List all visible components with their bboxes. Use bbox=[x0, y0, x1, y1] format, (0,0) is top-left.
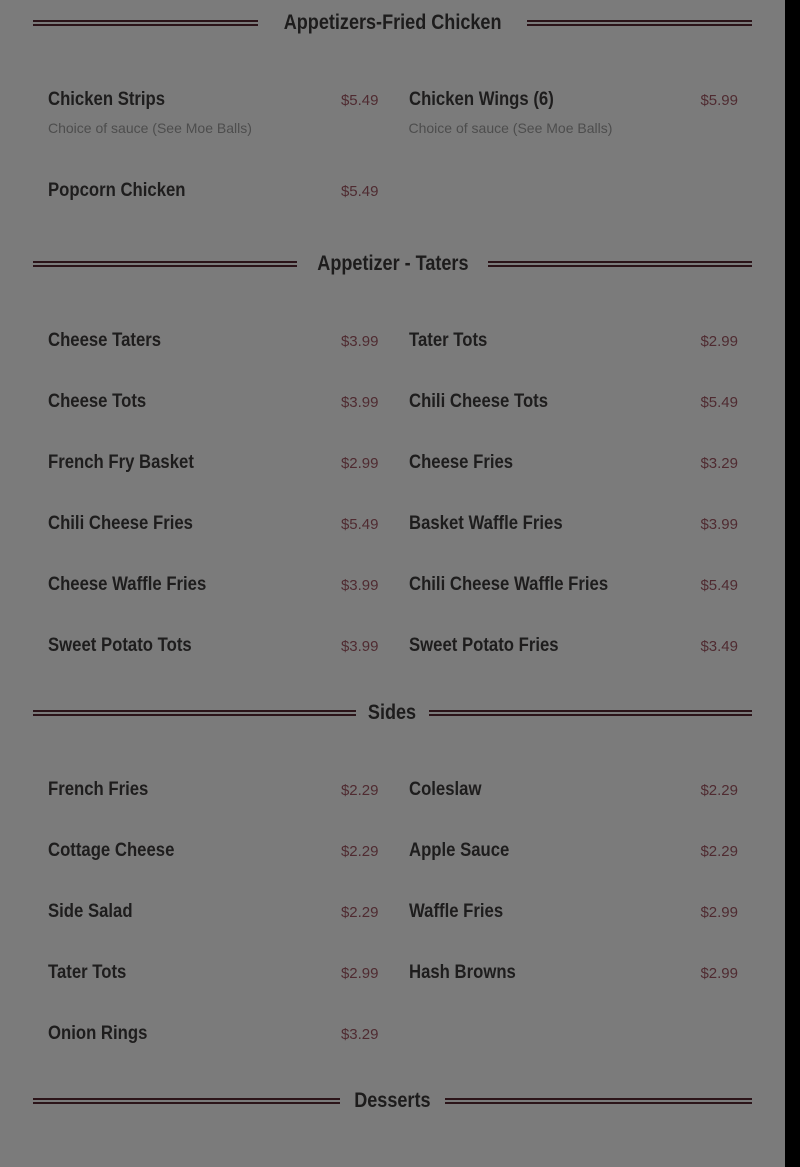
menu-item-line bbox=[48, 175, 379, 207]
item-price: $5.99 bbox=[700, 91, 738, 109]
item-price: $5.49 bbox=[340, 182, 379, 200]
item-name: Cottage Cheese bbox=[48, 840, 175, 861]
menu-item bbox=[0, 84, 393, 140]
menu-item bbox=[393, 896, 786, 928]
section-title: Appetizer - Taters bbox=[316, 252, 469, 275]
menu-item bbox=[393, 569, 786, 601]
menu-item-line bbox=[409, 630, 739, 662]
item-price: $3.99 bbox=[340, 576, 379, 594]
item-price: $3.49 bbox=[700, 637, 738, 655]
item-name: Chili Cheese Waffle Fries bbox=[408, 574, 608, 595]
menu-item bbox=[0, 774, 393, 806]
menu-item bbox=[0, 386, 393, 418]
item-price: $3.99 bbox=[340, 393, 379, 411]
menu-item bbox=[0, 835, 393, 867]
item-name: Tater Tots bbox=[48, 962, 127, 983]
menu-item-line bbox=[48, 835, 379, 867]
menu-item bbox=[393, 325, 786, 357]
section-header bbox=[0, 8, 785, 38]
item-description: Choice of sauce (See Moe Balls) bbox=[408, 120, 613, 136]
menu-item-line bbox=[48, 386, 379, 418]
item-name: Onion Rings bbox=[48, 1023, 148, 1044]
menu-item bbox=[0, 1018, 393, 1050]
menu-item-line bbox=[48, 325, 379, 357]
item-name: French Fry Basket bbox=[48, 452, 194, 473]
section-items bbox=[0, 774, 785, 1079]
menu-item bbox=[393, 508, 786, 540]
item-name: Waffle Fries bbox=[408, 901, 503, 922]
menu-item-line bbox=[409, 957, 739, 989]
item-name: Sweet Potato Fries bbox=[408, 635, 559, 656]
menu-item bbox=[393, 447, 786, 479]
menu-item-line bbox=[48, 774, 379, 806]
menu-item bbox=[0, 447, 393, 479]
item-price: $3.99 bbox=[340, 637, 379, 655]
section-items bbox=[0, 325, 785, 691]
item-name: Coleslaw bbox=[408, 779, 481, 800]
item-name: French Fries bbox=[48, 779, 149, 800]
menu-section bbox=[0, 8, 785, 242]
item-name: Hash Browns bbox=[408, 962, 516, 983]
item-name: Chili Cheese Tots bbox=[408, 391, 548, 412]
item-name: Chicken Strips bbox=[48, 89, 166, 110]
item-price: $2.29 bbox=[340, 842, 379, 860]
menu-item-line bbox=[48, 569, 379, 601]
item-name: Apple Sauce bbox=[408, 840, 509, 861]
item-price: $3.99 bbox=[700, 515, 738, 533]
menu-item-line bbox=[48, 896, 379, 928]
menu-item-line bbox=[409, 835, 739, 867]
menu-item-line bbox=[409, 508, 739, 540]
item-price: $3.29 bbox=[700, 454, 738, 472]
item-price: $5.49 bbox=[340, 515, 379, 533]
menu-item-line bbox=[48, 447, 379, 479]
item-price: $5.49 bbox=[700, 393, 738, 411]
menu-item bbox=[0, 175, 393, 207]
item-price: $3.29 bbox=[340, 1025, 379, 1043]
item-price: $3.99 bbox=[340, 332, 379, 350]
item-price: $2.29 bbox=[340, 781, 379, 799]
menu-item-line bbox=[409, 447, 739, 479]
item-name: Tater Tots bbox=[408, 330, 487, 351]
menu-item bbox=[0, 508, 393, 540]
item-price: $2.99 bbox=[340, 964, 379, 982]
section-header bbox=[0, 1086, 785, 1116]
menu-item-line bbox=[409, 325, 739, 357]
section-title: Desserts bbox=[354, 1089, 431, 1112]
menu-item bbox=[393, 386, 786, 418]
item-price: $2.99 bbox=[700, 332, 738, 350]
right-black-bar bbox=[785, 0, 800, 1167]
item-price: $5.49 bbox=[700, 576, 738, 594]
item-price: $2.99 bbox=[700, 964, 738, 982]
item-description: Choice of sauce (See Moe Balls) bbox=[48, 120, 252, 136]
menu-item bbox=[393, 957, 786, 989]
item-name: Sweet Potato Tots bbox=[48, 635, 192, 656]
item-price: $2.99 bbox=[700, 903, 738, 921]
menu-item bbox=[0, 325, 393, 357]
item-price: $2.29 bbox=[340, 903, 379, 921]
menu-item-line bbox=[48, 1018, 379, 1050]
divider-line-right bbox=[488, 261, 752, 267]
menu-item-line bbox=[409, 774, 739, 806]
item-name: Chili Cheese Fries bbox=[48, 513, 193, 534]
divider-line-right bbox=[527, 20, 752, 26]
menu-item bbox=[393, 84, 786, 140]
menu-section bbox=[0, 1086, 785, 1116]
item-name: Basket Waffle Fries bbox=[408, 513, 563, 534]
item-name: Side Salad bbox=[48, 901, 133, 922]
menu-item-line bbox=[48, 84, 379, 116]
menu-item bbox=[0, 957, 393, 989]
menu-item bbox=[0, 569, 393, 601]
section-header bbox=[0, 698, 785, 728]
item-name: Popcorn Chicken bbox=[48, 180, 186, 201]
menu-item-line bbox=[48, 957, 379, 989]
divider-line-left bbox=[33, 261, 297, 267]
item-price: $2.99 bbox=[340, 454, 379, 472]
menu-item-line bbox=[409, 84, 739, 116]
divider-line-right bbox=[429, 710, 752, 716]
menu-item-line bbox=[409, 896, 739, 928]
menu-item bbox=[0, 896, 393, 928]
menu-section bbox=[0, 698, 785, 1079]
menu-item bbox=[393, 630, 786, 662]
menu-item bbox=[0, 630, 393, 662]
menu-section bbox=[0, 249, 785, 691]
item-name: Cheese Waffle Fries bbox=[48, 574, 207, 595]
menu-item-line bbox=[48, 630, 379, 662]
item-price: $5.49 bbox=[340, 91, 379, 109]
divider-line-left bbox=[33, 1098, 340, 1104]
divider-line-right bbox=[445, 1098, 752, 1104]
menu-item bbox=[393, 774, 786, 806]
item-name: Cheese Fries bbox=[408, 452, 513, 473]
menu-item-line bbox=[409, 569, 739, 601]
item-price: $2.29 bbox=[700, 781, 738, 799]
menu-item bbox=[393, 835, 786, 867]
item-name: Cheese Taters bbox=[48, 330, 162, 351]
section-title: Sides bbox=[368, 701, 417, 724]
item-name: Cheese Tots bbox=[48, 391, 147, 412]
item-price: $2.29 bbox=[700, 842, 738, 860]
divider-line-left bbox=[33, 20, 258, 26]
menu-item-line bbox=[48, 508, 379, 540]
section-header bbox=[0, 249, 785, 279]
divider-line-left bbox=[33, 710, 356, 716]
menu-item-line bbox=[409, 386, 739, 418]
section-title: Appetizers-Fried Chicken bbox=[283, 11, 502, 34]
item-name: Chicken Wings (6) bbox=[408, 89, 554, 110]
section-items bbox=[0, 84, 785, 242]
